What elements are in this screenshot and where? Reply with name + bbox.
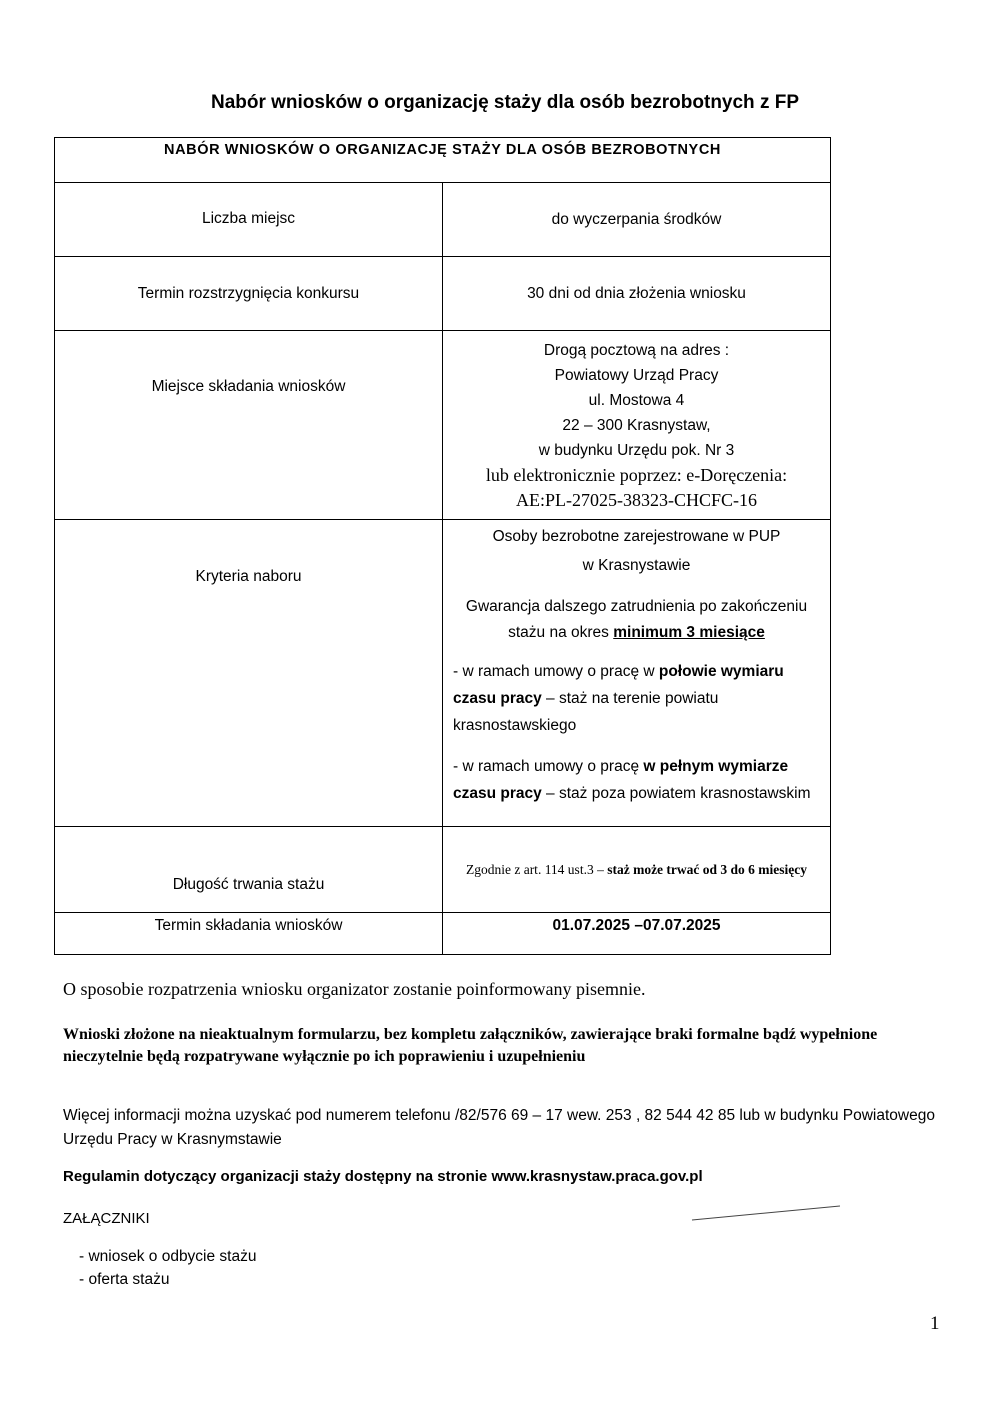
attachments-title: ZAŁĄCZNIKI: [63, 1210, 150, 1227]
criteria-guarantee: [443, 594, 830, 646]
criteria-text: [453, 685, 830, 712]
criteria-text: [453, 658, 830, 685]
criteria-unemployed: [443, 522, 830, 580]
table-row: [55, 520, 831, 827]
signature-line: [690, 1200, 850, 1224]
row-value-duration: [443, 827, 831, 913]
criteria-bold: połowie wymiaru: [658, 663, 784, 680]
recruitment-table: [54, 137, 831, 955]
formal-requirements-note: Wnioski złożone na nieaktualnym formularzu, bez kompletu załączników, zawierające braki formalne bądź wypełnione nieczytelnie będą rozpatrywane wyłącznie po ich poprawieniu i uzupełnieniu: [63, 1026, 878, 1065]
row-label-places: Liczba miejsc: [55, 183, 443, 257]
row-value-places: do wyczerpania środków: [443, 183, 831, 257]
row-value-decision-date: 30 dni od dnia złożenia wniosku: [443, 257, 831, 331]
edelivery-line: lub elektronicznie poprzez: e-Doręczenia:: [485, 464, 788, 485]
row-label-criteria: Kryteria naboru: [55, 520, 443, 827]
regulations-note: Regulamin dotyczący organizacji staży dostępny na stronie www.krasnystaw.praca.gov.pl: [63, 1168, 703, 1185]
criteria-text: stażu na okres: [508, 624, 614, 641]
address-line: ul. Mostowa 4: [588, 391, 685, 409]
criteria-text: – staż poza powiatem krasnostawskim: [541, 785, 811, 802]
row-label-submission-place: Miejsce składania wniosków: [55, 331, 443, 520]
row-label-submission-dates: Termin składania wniosków: [55, 913, 443, 955]
row-value-submission-dates: 01.07.2025 –07.07.2025: [443, 913, 831, 955]
edelivery-address: AE:PL-27025-38323-CHCFC-16: [515, 489, 757, 510]
criteria-full-time: [443, 753, 830, 807]
notification-note: O sposobie rozpatrzenia wniosku organizator zostanie poinformowany pisemnie.: [63, 979, 646, 999]
table-header: NABÓR WNIOSKÓW O ORGANIZACJĘ STAŻY DLA OSÓB BEZROBOTNYCH: [55, 138, 831, 183]
criteria-text: [443, 620, 830, 646]
duration-text: Zgodnie z art. 114 ust.3 –: [465, 861, 608, 877]
address-line: w budynku Urzędu pok. Nr 3: [538, 441, 735, 459]
criteria-text: [453, 753, 830, 780]
duration-bold: staż może trwać od 3 do 6 miesięcy: [607, 861, 808, 877]
row-value-submission-place: [443, 331, 831, 520]
table-header-row: [55, 138, 831, 183]
page-number: 1: [930, 1313, 940, 1334]
criteria-text: w Krasnystawie: [582, 557, 691, 574]
table-row: [55, 183, 831, 257]
criteria-bold: czasu pracy: [453, 785, 542, 802]
address-line: 22 – 300 Krasnystaw,: [562, 416, 711, 434]
row-label-decision-date: Termin rozstrzygnięcia konkursu: [55, 257, 443, 331]
criteria-text: [453, 780, 830, 807]
row-value-criteria: [443, 520, 831, 827]
attachment-item: - wniosek o odbycie stażu: [79, 1248, 257, 1265]
table-row: [55, 257, 831, 331]
address-line: Powiatowy Urząd Pracy: [554, 366, 719, 384]
contact-info: Więcej informacji można uzyskać pod numerem telefonu /82/576 69 – 17 wew. 253 , 82 544 42 85 lub w budynku Powiatowego Urzędu Pracy w Krasnymstawie: [63, 1107, 935, 1148]
table-row: [55, 827, 831, 913]
address-line: Drogą pocztową na adres :: [543, 341, 730, 359]
criteria-bold: w pełnym wymiarze: [643, 758, 789, 775]
table-row: [55, 913, 831, 955]
criteria-minimum: minimum 3 miesiące: [613, 624, 765, 641]
criteria-half-time: [443, 658, 830, 739]
criteria-text: – staż na terenie powiatu: [541, 690, 719, 707]
criteria-text: krasnostawskiego: [453, 717, 577, 734]
table-row: [55, 331, 831, 520]
attachment-item: - oferta stażu: [79, 1271, 170, 1288]
document-title: Nabór wniosków o organizację staży dla osób bezrobotnych z FP: [210, 92, 800, 113]
row-label-duration: Długość trwania stażu: [55, 827, 443, 913]
criteria-text: Gwarancja dalszego zatrudnienia po zakończeniu: [465, 598, 808, 615]
criteria-text: Osoby bezrobotne zarejestrowane w PUP: [492, 528, 781, 545]
criteria-text: - w ramach umowy o pracę: [453, 758, 644, 775]
criteria-bold: czasu pracy: [453, 690, 542, 707]
criteria-text: - w ramach umowy o pracę w: [453, 663, 659, 680]
